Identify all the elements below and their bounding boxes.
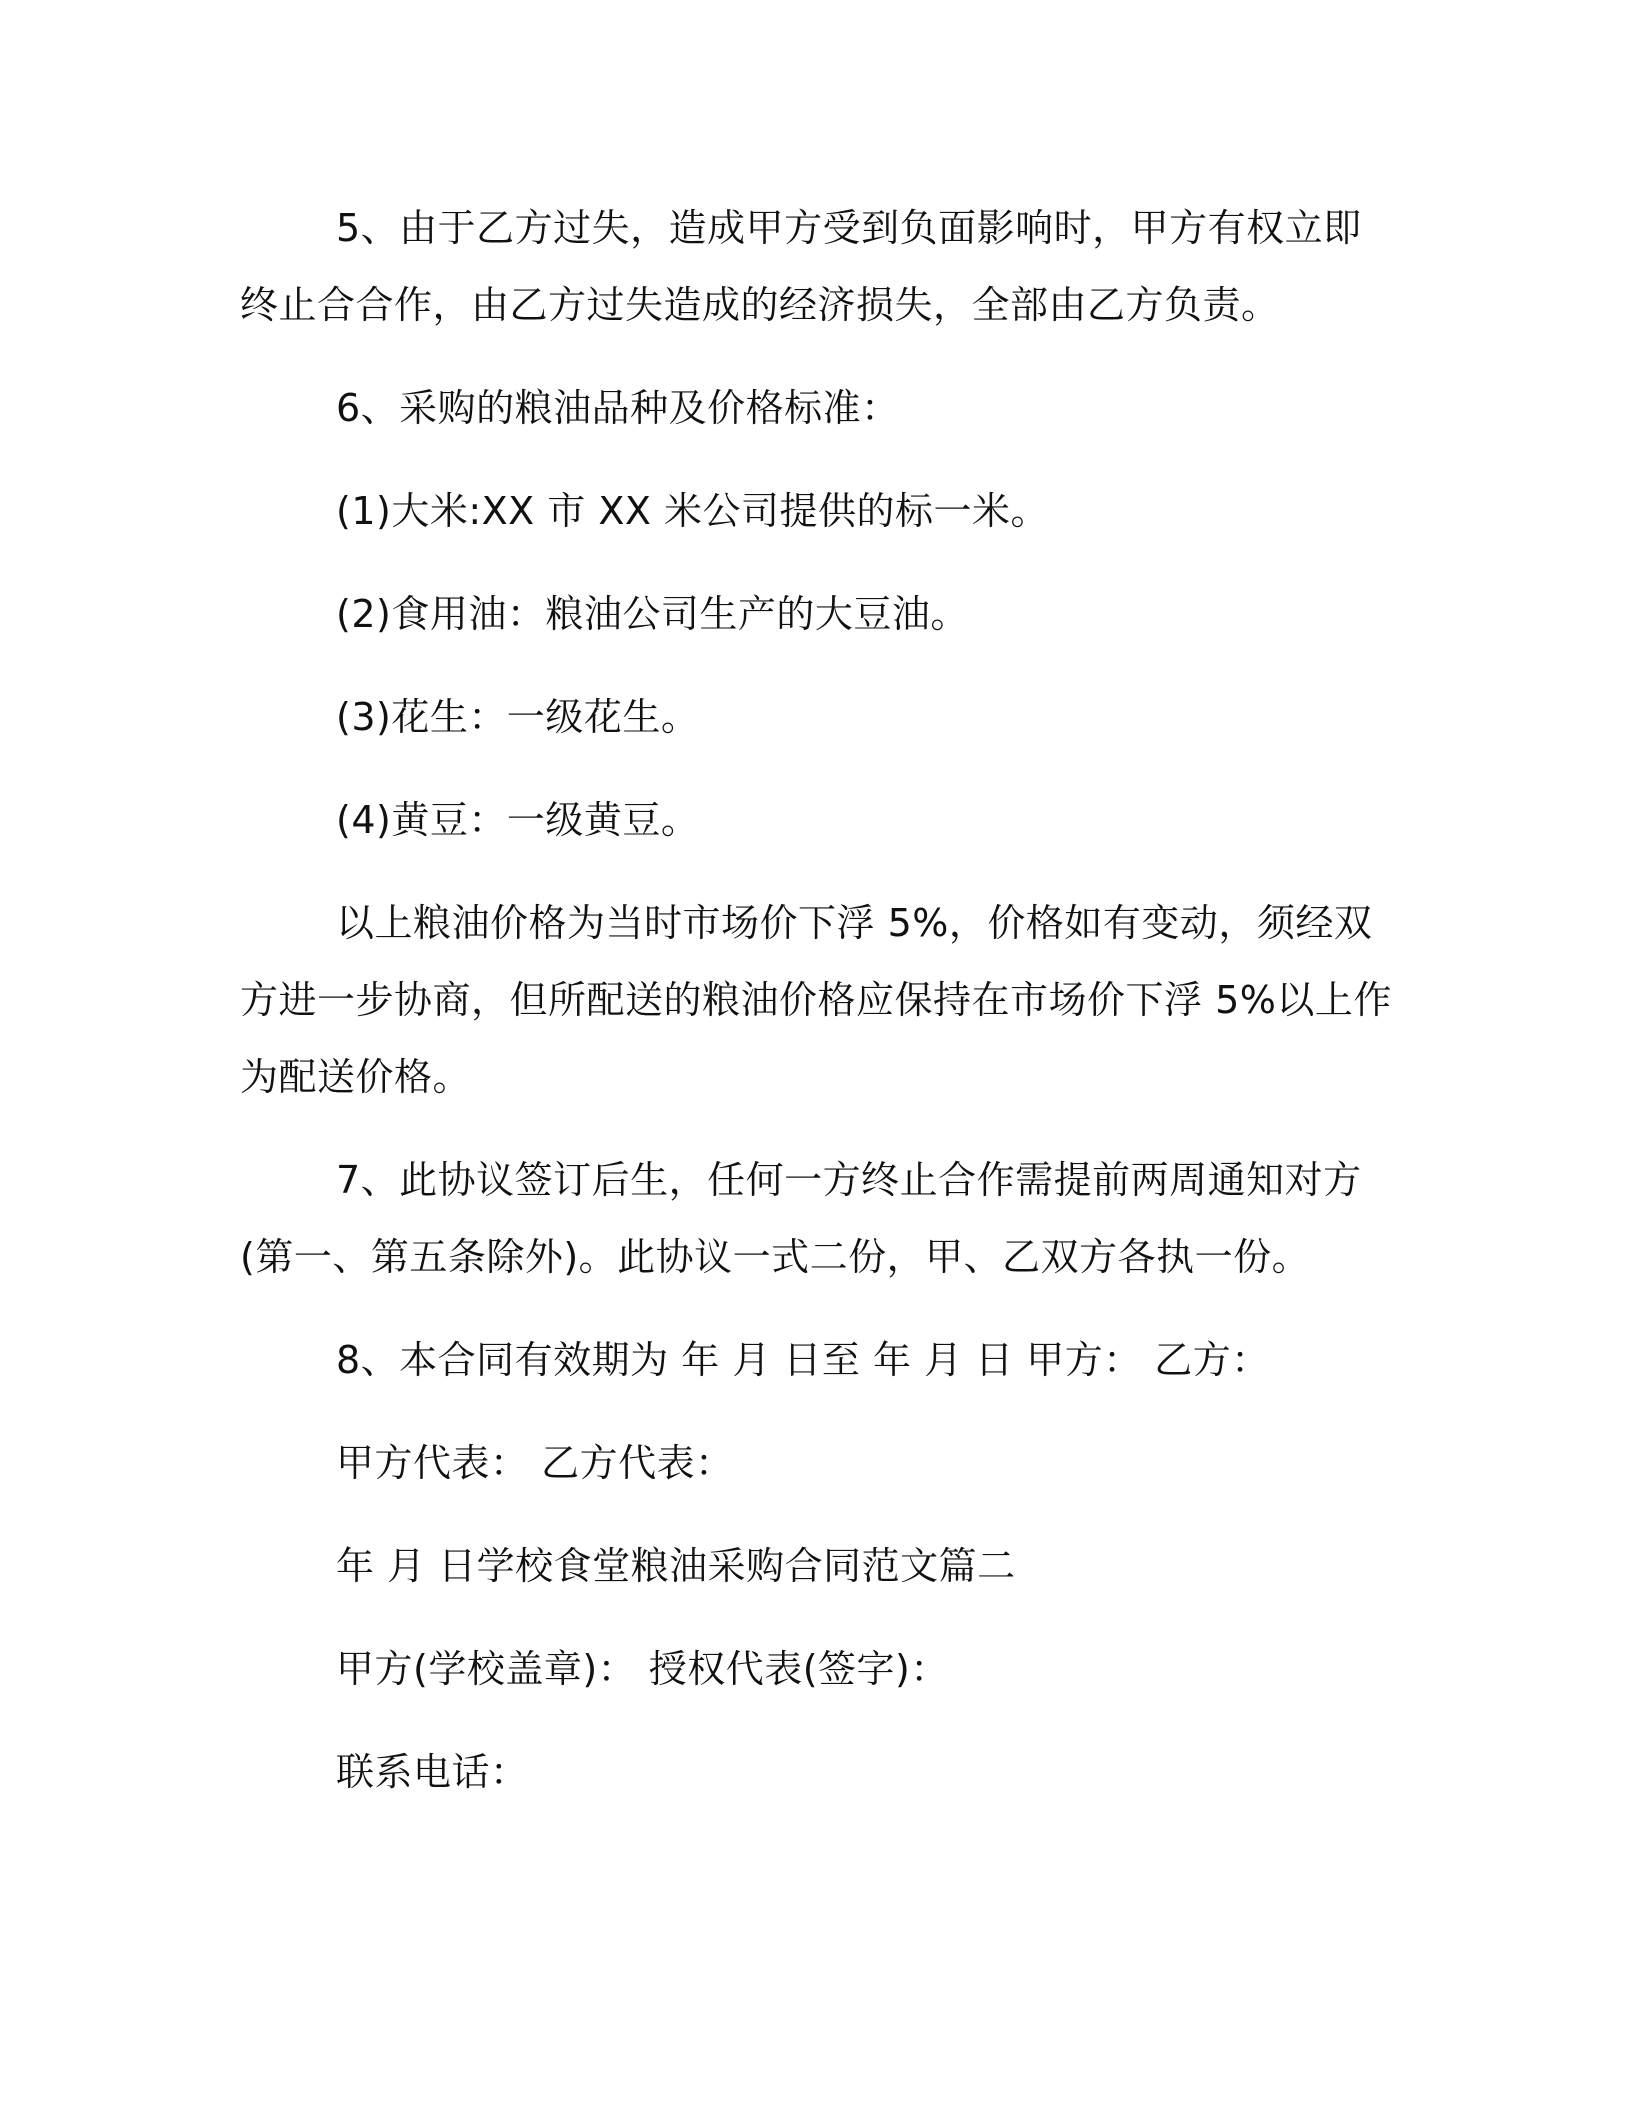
date-title-line: 年 月 日学校食堂粮油采购合同范文篇二	[336, 1544, 1016, 1588]
item-peanut: (3)花生：一级花生。	[336, 695, 700, 739]
representatives-line: 甲方代表： 乙方代表：	[336, 1441, 734, 1485]
document-body	[240, 190, 1392, 1837]
clause-5-paragraph: 5、由于乙方过失，造成甲方受到负面影响时，甲方有权立即终止合合作，由乙方过失造成的经济损失，全部由乙方负责。	[240, 206, 1362, 327]
clause-8-paragraph: 8、本合同有效期为 年 月 日至 年 月 日 甲方： 乙方：	[336, 1338, 1270, 1382]
clause-7-paragraph: 7、此协议签订后生，任何一方终止合作需提前两周通知对方(第一、第五条除外)。此协议一式二份，甲、乙双方各执一份。	[240, 1158, 1362, 1279]
clause-6-heading: 6、采购的粮油品种及价格标准：	[336, 386, 900, 430]
price-terms-paragraph: 以上粮油价格为当时市场价下浮 5%，价格如有变动，须经双方进一步协商，但所配送的粮油价格应保持在市场价下浮 5%以上作为配送价格。	[240, 901, 1392, 1099]
item-soybean: (4)黄豆：一级黄豆。	[336, 798, 700, 842]
item-cooking-oil: (2)食用油：粮油公司生产的大豆油。	[336, 592, 969, 636]
item-rice: (1)大米:XX 市 XX 米公司提供的标一米。	[336, 489, 1049, 533]
party-a-seal-line: 甲方(学校盖章)： 授权代表(签字)：	[336, 1647, 949, 1691]
contact-phone-line: 联系电话：	[336, 1750, 529, 1794]
